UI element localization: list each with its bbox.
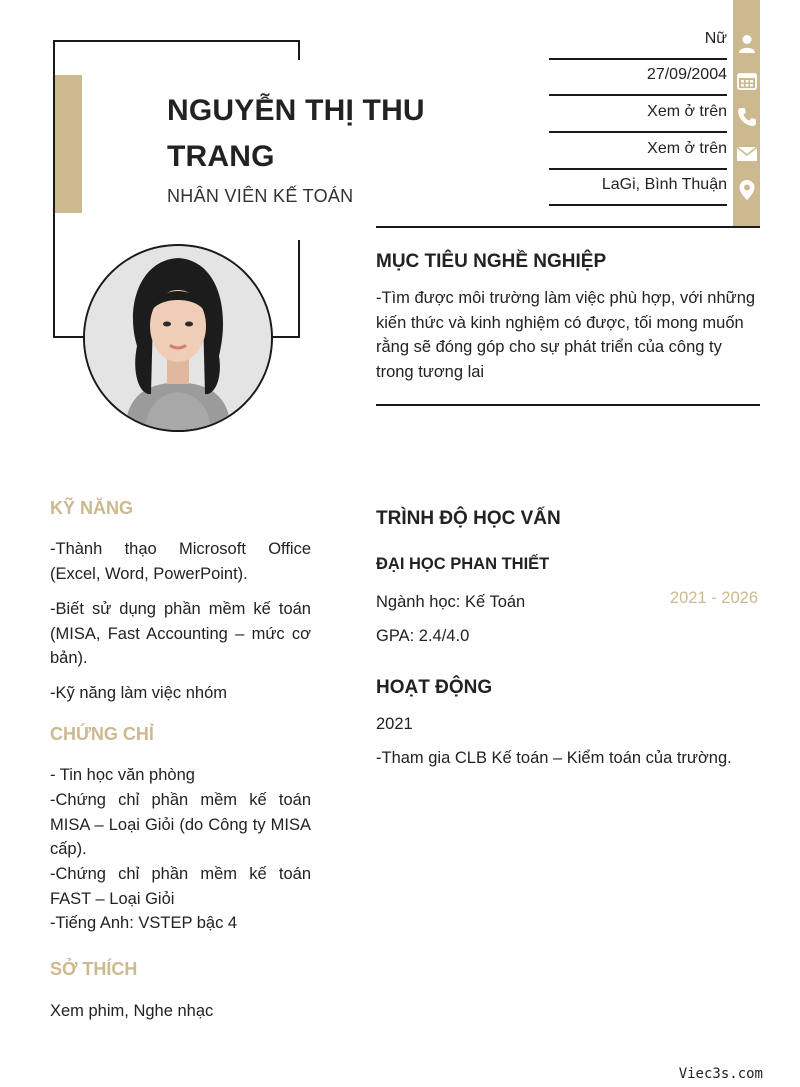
activity-year: 2021 — [376, 715, 413, 733]
name-line-1: NGUYỄN THỊ THU — [167, 94, 425, 127]
contact-birthday: 27/09/2004 — [549, 60, 727, 96]
activities-title: HOẠT ĐỘNG — [376, 677, 493, 698]
education-major: Ngành học: Kế Toán — [376, 593, 526, 611]
school-name: ĐẠI HỌC PHAN THIẾT — [376, 555, 550, 573]
phone-icon — [733, 106, 760, 128]
avatar — [83, 244, 273, 432]
contact-address: LaGi, Bình Thuận — [549, 170, 727, 206]
gold-accent-bar — [55, 75, 82, 213]
contact-gender: Nữ — [549, 24, 727, 60]
objective-top-divider — [376, 226, 760, 228]
contact-email: Xem ở trên — [549, 134, 727, 170]
objective-text: -Tìm được môi trường làm việc phù hợp, với những kiến thức và kinh nghiệm có được, tối mong muốn rằng sẽ đóng góp cho sự phát triển của công ty trong tương lai — [376, 289, 756, 381]
objective-title: MỤC TIÊU NGHỀ NGHIỆP — [376, 251, 607, 272]
watermark: Viec3s.com — [678, 1066, 763, 1082]
skills-title: KỸ NĂNG — [50, 498, 134, 518]
portrait-illustration — [85, 246, 271, 430]
certificate-item: -Tiếng Anh: VSTEP bậc 4 — [50, 914, 238, 932]
certificate-item: -Chứng chỉ phần mềm kế toán FAST – Loại Giỏi — [50, 865, 311, 908]
certificate-item: -Chứng chỉ phần mềm kế toán MISA – Loại Giỏi (do Công ty MISA cấp). — [50, 791, 311, 858]
hobbies-title: SỞ THÍCH — [50, 959, 138, 979]
calendar-icon — [733, 70, 760, 92]
name-line-2: TRANG — [167, 140, 275, 173]
skill-item: -Biết sử dụng phần mềm kế toán (MISA, Fast Accounting – mức cơ bản). — [50, 600, 311, 667]
location-icon — [733, 179, 760, 201]
job-title: NHÂN VIÊN KẾ TOÁN — [167, 186, 354, 206]
education-title: TRÌNH ĐỘ HỌC VẤN — [376, 508, 561, 529]
skill-item: -Kỹ năng làm việc nhóm — [50, 684, 227, 702]
education-period: 2021 - 2026 — [669, 589, 758, 607]
objective-bottom-divider — [376, 404, 760, 406]
education-gpa: GPA: 2.4/4.0 — [376, 627, 470, 645]
certificates-title: CHỨNG CHỈ — [50, 724, 154, 744]
hobbies-text: Xem phim, Nghe nhạc — [50, 1002, 214, 1020]
activity-text: -Tham gia CLB Kế toán – Kiểm toán của trường. — [376, 749, 732, 767]
candidate-name — [167, 88, 467, 180]
person-icon — [733, 33, 760, 55]
contact-phone: Xem ở trên — [549, 97, 727, 133]
mail-icon — [733, 143, 760, 165]
certificate-item: - Tin học văn phòng — [50, 766, 195, 784]
skill-item: -Thành thạo Microsoft Office (Excel, Word, PowerPoint). — [50, 540, 311, 583]
